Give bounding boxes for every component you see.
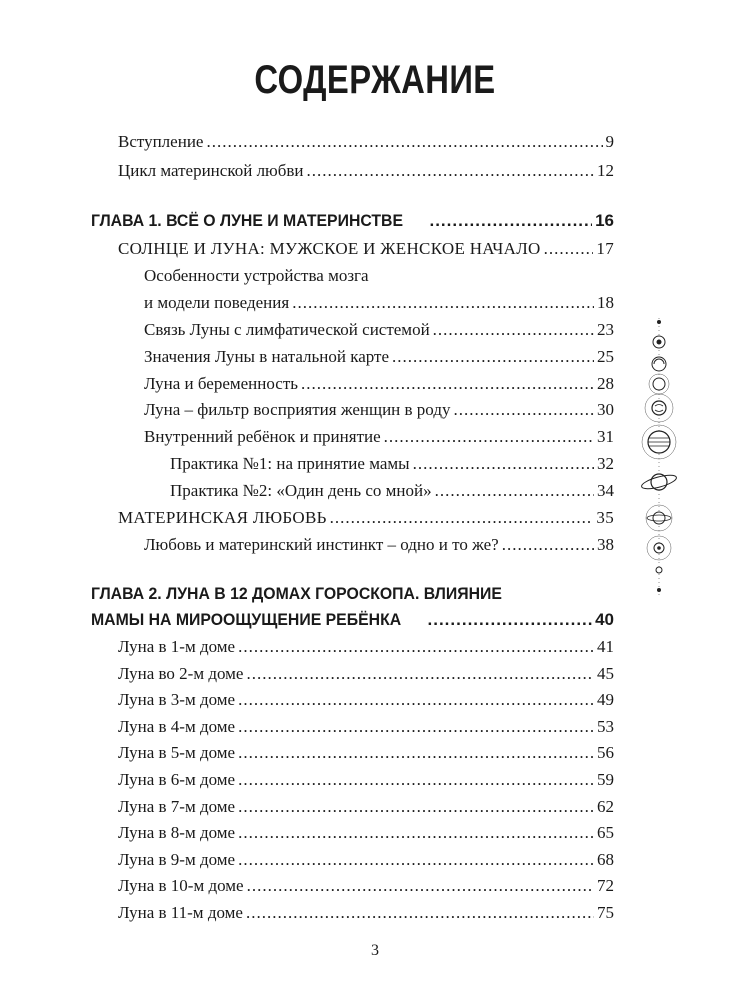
dot-leader — [544, 236, 594, 262]
toc-entry-page: 25 — [597, 347, 614, 366]
dot-leader — [428, 607, 593, 633]
toc-entry-label: Практика №1: на принятие мамы — [170, 454, 410, 473]
toc-house-entry — [118, 847, 614, 873]
toc-entry-label: и модели поведения — [144, 293, 290, 312]
toc-entry-label: Луна в 9-м доме — [118, 850, 236, 869]
toc-entry-page: 45 — [597, 664, 614, 683]
toc-entry-maternal-love-cycle — [118, 158, 614, 184]
toc-section-maternal-love — [118, 505, 614, 531]
toc-entry-page: 65 — [597, 823, 614, 842]
toc-entry-label: Луна в 11-м доме — [118, 903, 243, 922]
toc-house-entry — [118, 767, 614, 793]
toc-entry-label: Луна в 7-м доме — [118, 797, 236, 816]
toc-chapter-2 — [91, 607, 614, 633]
toc-entry-label: Цикл материнской любви — [118, 161, 304, 180]
toc-house-entry — [118, 634, 614, 660]
toc-subsection-brain-line1: Особенности устройства мозга — [144, 266, 369, 285]
toc-house-entry — [118, 873, 614, 899]
dot-leader — [453, 397, 594, 423]
toc-chapter-label: МАМЫ НА МИРООЩУЩЕНИЕ РЕБЁНКА — [91, 610, 402, 629]
toc-entry-page: 18 — [597, 293, 614, 312]
dot-leader — [238, 767, 594, 793]
toc-subsection-instinct — [144, 532, 614, 558]
toc-entry-label: Луна – фильтр восприятия женщин в роду — [144, 400, 451, 419]
toc-entry-label: Вступление — [118, 132, 204, 151]
toc-entry-label: Луна во 2-м доме — [118, 664, 244, 683]
toc-subsection-inner-child — [144, 424, 614, 450]
dot-leader — [246, 900, 594, 926]
dot-leader — [307, 158, 594, 184]
toc-entry-label: Связь Луны с лимфатической системой — [144, 320, 430, 339]
dot-leader — [502, 532, 594, 558]
dot-leader — [238, 820, 594, 846]
toc-house-entry — [118, 794, 614, 820]
toc-section-page: 17 — [596, 239, 614, 258]
dot-leader — [330, 505, 594, 531]
page-title: СОДЕРЖАНИЕ — [254, 58, 496, 102]
toc-section-page: 35 — [596, 508, 614, 527]
dot-leader — [301, 371, 594, 397]
toc-house-entry — [118, 900, 614, 926]
toc-entry-label: Луна в 4-м доме — [118, 717, 236, 736]
toc-entry-label: Луна в 1-м доме — [118, 637, 236, 656]
dot-leader — [413, 451, 594, 477]
toc-subsection-natal-chart — [144, 344, 614, 370]
toc-entry-label: Внутренний ребёнок и принятие — [144, 427, 381, 446]
toc-entry-page: 53 — [597, 717, 614, 736]
toc-entry-page: 59 — [597, 770, 614, 789]
toc-practice-1 — [170, 451, 614, 477]
toc-subsection-filter — [144, 397, 614, 423]
toc-house-entry — [118, 661, 614, 687]
toc-chapter-1 — [91, 208, 614, 234]
toc-entry-page: 9 — [605, 132, 614, 151]
dot-leader — [384, 424, 594, 450]
dot-leader — [238, 740, 594, 766]
toc-house-entry — [118, 740, 614, 766]
dot-leader — [429, 208, 592, 234]
dot-leader — [238, 634, 594, 660]
toc-chapter-2-line1: ГЛАВА 2. ЛУНА В 12 ДОМАХ ГОРОСКОПА. ВЛИЯНИЕ — [91, 584, 502, 603]
toc-entry-label: Луна и беременность — [144, 374, 299, 393]
toc-entry-intro — [118, 129, 614, 155]
toc-entry-page: 28 — [597, 374, 614, 393]
toc-house-entry — [118, 820, 614, 846]
toc-chapter-page: 40 — [595, 610, 614, 629]
toc-entry-label: Луна в 5-м доме — [118, 743, 236, 762]
toc-entry-page: 75 — [597, 903, 614, 922]
dot-leader — [435, 478, 594, 504]
planets-chain-icon — [636, 318, 682, 596]
toc-entry-page: 30 — [597, 400, 614, 419]
toc-subsection-pregnancy — [144, 371, 614, 397]
toc-entry-page: 68 — [597, 850, 614, 869]
toc-chapter-page: 16 — [595, 211, 614, 230]
toc-entry-page: 72 — [597, 876, 614, 895]
dot-leader — [392, 344, 594, 370]
toc-house-entry — [118, 714, 614, 740]
toc-house-entry — [118, 687, 614, 713]
page-number: 3 — [371, 942, 379, 959]
toc-section-label: МАТЕРИНСКАЯ ЛЮБОВЬ — [118, 508, 327, 527]
dot-leader — [238, 847, 594, 873]
toc-subsection-brain — [144, 290, 614, 316]
toc-entry-page: 38 — [597, 535, 614, 554]
toc-entry-page: 12 — [597, 161, 614, 180]
dot-leader — [206, 129, 602, 155]
dot-leader — [246, 661, 594, 687]
dot-leader — [247, 873, 594, 899]
toc-entry-label: Луна в 10-м доме — [118, 876, 244, 895]
toc-entry-page: 49 — [597, 690, 614, 709]
toc-entry-page: 41 — [597, 637, 614, 656]
toc-practice-2 — [170, 478, 614, 504]
dot-leader — [238, 794, 594, 820]
toc-entry-label: Любовь и материнский инстинкт – одно и то же? — [144, 535, 499, 554]
toc-entry-page: 23 — [597, 320, 614, 339]
toc-entry-label: Луна в 8-м доме — [118, 823, 236, 842]
dot-leader — [292, 290, 594, 316]
toc-entry-label: Практика №2: «Один день со мной» — [170, 481, 432, 500]
toc-entry-page: 32 — [597, 454, 614, 473]
toc-entry-label: Значения Луны в натальной карте — [144, 347, 390, 366]
dot-leader — [238, 714, 594, 740]
toc-section-sun-moon — [118, 236, 614, 262]
toc-section-label: СОЛНЦЕ И ЛУНА: МУЖСКОЕ И ЖЕНСКОЕ НАЧАЛО — [118, 239, 541, 258]
toc-entry-page: 62 — [597, 797, 614, 816]
toc-entry-label: Луна в 6-м доме — [118, 770, 236, 789]
dot-leader — [433, 317, 594, 343]
toc-entry-label: Луна в 3-м доме — [118, 690, 236, 709]
toc-subsection-lymph — [144, 317, 614, 343]
dot-leader — [238, 687, 594, 713]
toc-entry-page: 34 — [597, 481, 614, 500]
toc-entry-page: 56 — [597, 743, 614, 762]
toc-entry-page: 31 — [597, 427, 614, 446]
toc-chapter-label: ГЛАВА 1. ВСЁ О ЛУНЕ И МАТЕРИНСТВЕ — [91, 211, 404, 230]
